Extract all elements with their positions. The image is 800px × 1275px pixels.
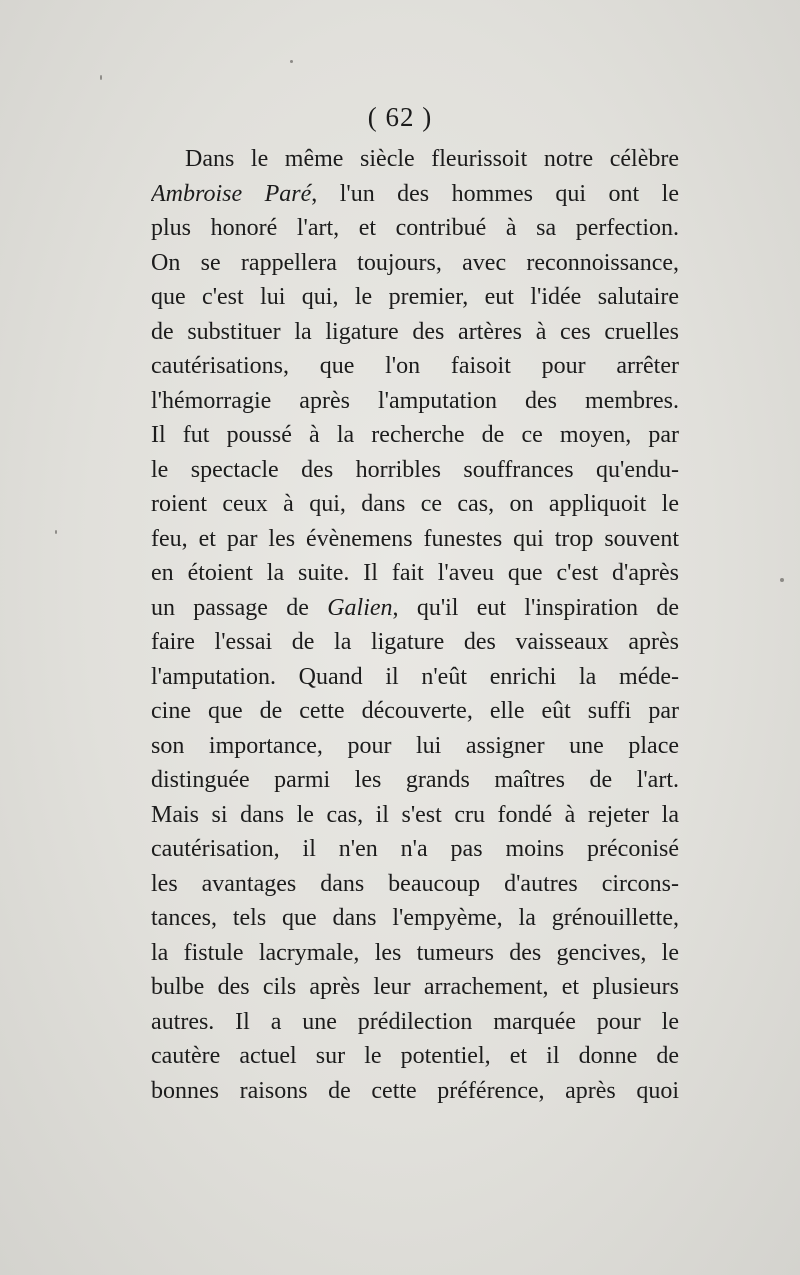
text-line: la fistule lacrymale, les tumeurs des gencives, le (151, 939, 679, 966)
text-line: bulbe des cils après leur arrachement, et plusieurs (151, 974, 679, 1000)
text-line: en étoient la suite. Il fait l'aveu que c'est d'après (151, 560, 679, 586)
text-line: de substituer la ligature des artères à ces cruelles (151, 318, 679, 345)
text-line: cautérisations, que l'on faisoit pour arrêter (151, 353, 679, 379)
paper-speck (780, 578, 784, 582)
text-line: que c'est lui qui, le premier, eut l'idée salutaire (151, 284, 679, 310)
body-text (151, 142, 679, 1108)
text-line: Dans le même siècle fleurissoit notre célèbre (185, 146, 679, 172)
text-line: faire l'essai de la ligature des vaisseaux après (151, 629, 679, 655)
text-line: l'hémorragie après l'amputation des membres. (151, 387, 679, 414)
paper-speck (100, 75, 102, 80)
paper-speck (55, 530, 57, 534)
text-line: cautérisation, il n'en n'a pas moins préconisé (151, 836, 679, 862)
text-line: distinguée parmi les grands maîtres de l'art. (151, 767, 679, 793)
page-number: ( 62 ) (367, 102, 433, 132)
text-line: les avantages dans beaucoup d'autres circons- (151, 870, 679, 897)
text-line: tances, tels que dans l'empyème, la grénouillette, (151, 905, 679, 931)
text-line: autres. Il a une prédilection marquée pour le (151, 1008, 679, 1035)
text-line: cautère actuel sur le potentiel, et il donne de (151, 1043, 679, 1069)
text-line: Mais si dans le cas, il s'est cru fondé à rejeter la (151, 801, 679, 828)
text-line: l'amputation. Quand il n'eût enrichi la méde- (151, 663, 679, 690)
text-line: le spectacle des horribles souffrances qu'endu- (151, 456, 679, 483)
text-line: un passage de Galien, qu'il eut l'inspiration de (151, 594, 679, 621)
text-line: Ambroise Paré, l'un des hommes qui ont le (151, 180, 679, 207)
text-line: son importance, pour lui assigner une place (151, 732, 679, 759)
text-line: bonnes raisons de cette préférence, après quoi (151, 1077, 679, 1104)
text-line: cine que de cette découverte, elle eût suffi par (151, 698, 679, 724)
text-line: Il fut poussé à la recherche de ce moyen, par (151, 422, 679, 448)
paper-speck (290, 60, 293, 63)
text-line: feu, et par les évènemens funestes qui trop souvent (151, 525, 679, 552)
text-line: roient ceux à qui, dans ce cas, on appliquoit le (151, 491, 679, 517)
text-line: plus honoré l'art, et contribué à sa perfection. (151, 215, 679, 241)
text-line: On se rappellera toujours, avec reconnoissance, (151, 249, 679, 276)
